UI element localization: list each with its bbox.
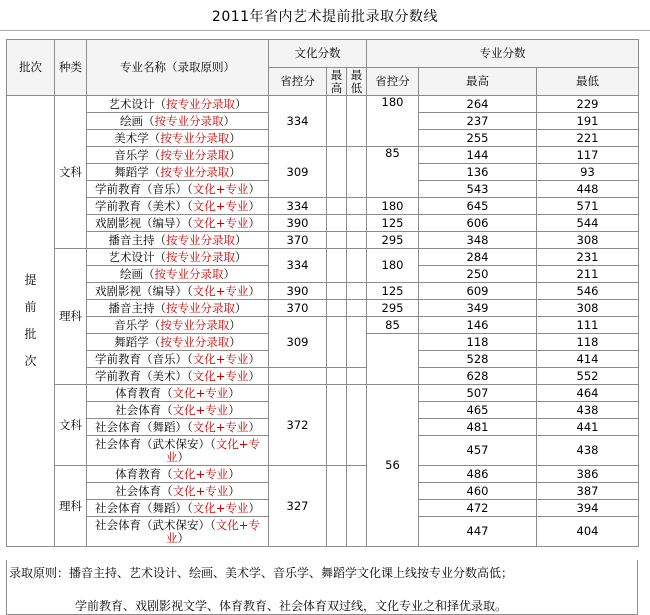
- paren-open: （: [143, 266, 155, 281]
- professional-lowest-score: 231: [537, 249, 639, 266]
- culture-control-score: 327: [269, 466, 327, 547]
- major-name: [87, 500, 269, 517]
- major-name: [87, 181, 269, 198]
- header-culture-control: 省控分: [269, 68, 327, 96]
- header-culture-highest: 最高: [327, 68, 347, 96]
- paren-close: ）: [235, 232, 247, 247]
- professional-lowest-score: 308: [537, 232, 639, 249]
- culture-control-score: [269, 368, 327, 385]
- paren-close: ）: [248, 368, 260, 383]
- major-name: [87, 130, 269, 147]
- culture-highest-score: [327, 96, 347, 147]
- major-title: 社会体育（舞蹈）: [95, 419, 188, 434]
- major-title: 舞蹈学: [114, 164, 149, 179]
- category-like: 理科: [55, 466, 87, 547]
- paren-close: ）: [248, 198, 260, 213]
- culture-highest-score: [327, 385, 347, 466]
- table-row: [7, 96, 639, 113]
- admission-rule: 文化+专业: [166, 517, 260, 545]
- major-title: 艺术设计: [108, 249, 155, 264]
- professional-lowest-score: 438: [537, 436, 639, 466]
- admission-rule: 文化+专业: [192, 198, 249, 213]
- header-professional-highest: 最高: [419, 68, 537, 96]
- professional-highest-score: 237: [419, 113, 537, 130]
- major-title: 音乐学: [114, 147, 149, 162]
- paren-close: ）: [228, 483, 240, 498]
- professional-control-score: 85: [367, 317, 419, 334]
- culture-control-score: 390: [269, 215, 327, 232]
- paren-open: （: [148, 334, 161, 349]
- major-title: 播音主持: [108, 300, 155, 315]
- paren-close: ）: [223, 113, 235, 128]
- professional-control-score: [367, 334, 419, 385]
- paren-open: （: [143, 113, 155, 128]
- major-title: 社会体育（舞蹈）: [95, 500, 188, 515]
- culture-lowest-score: [347, 198, 367, 215]
- admission-rule: 文化+专业: [192, 181, 249, 196]
- professional-highest-score: 472: [419, 500, 537, 517]
- paren-close: ）: [248, 283, 260, 298]
- professional-lowest-score: 118: [537, 334, 639, 351]
- professional-control-score: 180: [367, 198, 419, 215]
- admission-rule: 文化+专业: [172, 466, 229, 481]
- header-culture-score: 文化分数: [269, 40, 367, 68]
- professional-highest-score: 348: [419, 232, 537, 249]
- culture-control-score: 334: [269, 249, 327, 283]
- admission-rule: 按专业分录取: [160, 147, 230, 162]
- culture-control-score: 334: [269, 198, 327, 215]
- table-row: [7, 283, 639, 300]
- culture-control-score: 370: [269, 232, 327, 249]
- paren-close: ）: [248, 215, 260, 230]
- professional-lowest-score: 448: [537, 181, 639, 198]
- professional-highest-score: 609: [419, 283, 537, 300]
- professional-highest-score: 481: [419, 419, 537, 436]
- paren-open: （: [148, 147, 161, 162]
- culture-control-score: 390: [269, 283, 327, 300]
- paren-open: （: [187, 198, 193, 213]
- admission-rule: 文化+专业: [172, 385, 229, 400]
- professional-lowest-score: 544: [537, 215, 639, 232]
- major-name: [87, 517, 269, 547]
- culture-highest-score: [327, 198, 347, 215]
- culture-highest-score: [327, 368, 347, 385]
- professional-highest-score: 628: [419, 368, 537, 385]
- culture-highest-score: [327, 249, 347, 283]
- header-batch: 批次: [7, 40, 55, 96]
- major-title: 社会体育（武术保安）: [95, 517, 211, 532]
- professional-lowest-score: 438: [537, 402, 639, 419]
- major-name: [87, 215, 269, 232]
- professional-highest-score: 460: [419, 483, 537, 500]
- admission-rule: 按专业分录取: [166, 249, 235, 264]
- professional-lowest-score: 404: [537, 517, 639, 547]
- category-wenke: 文科: [55, 96, 87, 249]
- paren-close: ）: [229, 147, 241, 162]
- professional-highest-score: 284: [419, 249, 537, 266]
- culture-control-score: 370: [269, 300, 327, 317]
- professional-highest-score: 457: [419, 436, 537, 466]
- admission-rule: 文化+专业: [172, 402, 229, 417]
- table-row: [7, 466, 639, 483]
- admission-rule: 按专业分录取: [166, 300, 235, 315]
- paren-open: （: [148, 130, 161, 145]
- culture-highest-score: [327, 466, 347, 547]
- paren-open: （: [187, 181, 193, 196]
- major-name: [87, 317, 269, 334]
- paren-open: （: [210, 436, 216, 451]
- admission-rule: 按专业分录取: [154, 113, 224, 128]
- professional-control-score: 295: [367, 232, 419, 249]
- culture-highest-score: [327, 232, 347, 249]
- major-title: 学前教育（音乐）: [95, 351, 188, 366]
- professional-highest-score: 118: [419, 334, 537, 351]
- major-name: [87, 266, 269, 283]
- table-row: [7, 249, 639, 266]
- professional-highest-score: 543: [419, 181, 537, 198]
- professional-highest-score: 136: [419, 164, 537, 181]
- culture-lowest-score: [347, 96, 367, 147]
- batch-cell: [7, 96, 55, 547]
- major-title: 学前教育（美术）: [95, 368, 188, 383]
- professional-highest-score: 349: [419, 300, 537, 317]
- page-title: 2011年省内艺术提前批录取分数线: [211, 9, 439, 25]
- major-name: [87, 466, 269, 483]
- professional-highest-score: 486: [419, 466, 537, 483]
- paren-open: （: [154, 249, 166, 264]
- professional-highest-score: 255: [419, 130, 537, 147]
- major-name: [87, 164, 269, 181]
- table-row: [7, 215, 639, 232]
- professional-lowest-score: 229: [537, 96, 639, 113]
- major-name: [87, 300, 269, 317]
- table-body: [7, 96, 639, 547]
- culture-lowest-score: [347, 215, 367, 232]
- major-name: [87, 232, 269, 249]
- professional-lowest-score: 191: [537, 113, 639, 130]
- paren-close: ）: [235, 300, 247, 315]
- culture-lowest-score: [347, 249, 367, 283]
- professional-highest-score: 465: [419, 402, 537, 419]
- paren-open: （: [161, 402, 173, 417]
- header-culture-lowest: 最低: [347, 68, 367, 96]
- major-name: [87, 113, 269, 130]
- culture-highest-score: [327, 147, 347, 198]
- major-name: [87, 283, 269, 300]
- paren-close: ）: [235, 249, 247, 264]
- major-title: 社会体育: [115, 483, 162, 498]
- paren-close: ）: [229, 334, 241, 349]
- paren-close: ）: [177, 449, 189, 464]
- header-row-1: [7, 40, 639, 68]
- culture-lowest-score: [347, 283, 367, 300]
- admission-rule: 文化+专业: [192, 368, 249, 383]
- culture-lowest-score: [347, 317, 367, 368]
- paren-close: ）: [235, 96, 247, 111]
- table-row: [7, 198, 639, 215]
- culture-highest-score: [327, 215, 347, 232]
- admission-rule: 按专业分录取: [166, 232, 235, 247]
- major-title: 绘画: [120, 266, 143, 281]
- professional-control-score: 295: [367, 300, 419, 317]
- header-category: 种类: [55, 40, 87, 96]
- culture-highest-score: [327, 317, 347, 368]
- major-name: [87, 147, 269, 164]
- culture-control-score: 372: [269, 385, 327, 466]
- professional-highest-score: 507: [419, 385, 537, 402]
- score-table: [6, 39, 639, 547]
- major-name: [87, 419, 269, 436]
- table-row: [7, 300, 639, 317]
- major-name: [87, 198, 269, 215]
- major-title: 体育教育: [115, 385, 162, 400]
- header-professional-score: 专业分数: [367, 40, 639, 68]
- professional-control-score: 85: [367, 147, 419, 198]
- professional-highest-score: 250: [419, 266, 537, 283]
- paren-open: （: [187, 215, 193, 230]
- table-row: [7, 232, 639, 249]
- major-name: [87, 436, 269, 466]
- admission-rule: 文化+专业: [192, 351, 249, 366]
- professional-control-score: 125: [367, 215, 419, 232]
- paren-open: （: [187, 419, 193, 434]
- culture-lowest-score: [347, 466, 367, 547]
- paren-close: ）: [248, 351, 260, 366]
- culture-highest-score: [327, 283, 347, 300]
- professional-control-score: 180: [367, 249, 419, 283]
- table-row: [7, 147, 639, 164]
- header-professional-lowest: 最低: [537, 68, 639, 96]
- major-name: [87, 385, 269, 402]
- culture-lowest-score: [347, 368, 367, 385]
- paren-open: （: [210, 517, 216, 532]
- culture-lowest-score: [347, 385, 367, 466]
- professional-highest-score: 645: [419, 198, 537, 215]
- professional-lowest-score: 111: [537, 317, 639, 334]
- professional-lowest-score: 552: [537, 368, 639, 385]
- major-name: [87, 96, 269, 113]
- table-row: [7, 385, 639, 402]
- batch-char: 前: [24, 299, 37, 314]
- admission-principle-note: [6, 560, 638, 615]
- header-professional-control: 省控分: [367, 68, 419, 96]
- professional-lowest-score: 441: [537, 419, 639, 436]
- principle-line-1: 录取原则：播音主持、艺术设计、绘画、美术学、音乐学、舞蹈学文化课上线按专业分数高低；: [9, 566, 514, 580]
- paren-open: （: [161, 385, 173, 400]
- culture-lowest-score: [347, 300, 367, 317]
- paren-open: （: [148, 164, 161, 179]
- batch-char: 次: [24, 354, 37, 369]
- admission-rule: 按专业分录取: [160, 130, 230, 145]
- major-title: 学前教育（音乐）: [95, 181, 188, 196]
- major-name: [87, 368, 269, 385]
- paren-close: ）: [223, 266, 235, 281]
- major-title: 音乐学: [114, 317, 149, 332]
- paren-close: ）: [248, 181, 260, 196]
- professional-lowest-score: 211: [537, 266, 639, 283]
- culture-control-score: 309: [269, 317, 327, 368]
- admission-rule: 按专业分录取: [154, 266, 224, 281]
- major-title: 社会体育: [115, 402, 162, 417]
- professional-control-score: 56: [367, 385, 419, 547]
- category-like: 理科: [55, 249, 87, 385]
- major-name: [87, 334, 269, 351]
- major-title: 舞蹈学: [114, 334, 149, 349]
- paren-open: （: [148, 317, 161, 332]
- paren-open: （: [154, 300, 166, 315]
- admission-rule: 文化+专业: [192, 419, 249, 434]
- paren-close: ）: [229, 317, 241, 332]
- admission-rule: 按专业分录取: [160, 334, 230, 349]
- major-title: 社会体育（武术保安）: [95, 436, 211, 451]
- admission-rule: 文化+专业: [192, 500, 249, 515]
- paren-close: ）: [228, 385, 240, 400]
- paren-open: （: [154, 232, 166, 247]
- principle-line-2: 学前教育、戏剧影视文学、体育教育、社会体育双过线，文化专业之和择优录取。: [75, 599, 508, 613]
- professional-lowest-score: 386: [537, 466, 639, 483]
- major-title: 体育教育: [115, 466, 162, 481]
- professional-lowest-score: 394: [537, 500, 639, 517]
- professional-lowest-score: 571: [537, 198, 639, 215]
- culture-control-score: 334: [269, 96, 327, 147]
- admission-rule: 按专业分录取: [160, 317, 230, 332]
- major-title: 戏剧影视（编导）: [95, 215, 188, 230]
- paren-close: ）: [229, 164, 241, 179]
- paren-open: （: [187, 500, 193, 515]
- major-title: 绘画: [120, 113, 143, 128]
- culture-highest-score: [327, 300, 347, 317]
- professional-highest-score: 264: [419, 96, 537, 113]
- paren-close: ）: [177, 530, 189, 545]
- paren-open: （: [154, 96, 166, 111]
- paren-close: ）: [228, 402, 240, 417]
- paren-open: （: [187, 283, 193, 298]
- major-title: 学前教育（美术）: [95, 198, 188, 213]
- batch-char: 提: [24, 272, 37, 287]
- major-title: 戏剧影视（编导）: [95, 283, 188, 298]
- major-name: [87, 483, 269, 500]
- admission-rule: 文化+专业: [192, 215, 249, 230]
- culture-lowest-score: [347, 147, 367, 198]
- professional-highest-score: 606: [419, 215, 537, 232]
- professional-lowest-score: 93: [537, 164, 639, 181]
- professional-control-score: 125: [367, 283, 419, 300]
- paren-open: （: [187, 368, 193, 383]
- table-row: [7, 317, 639, 334]
- paren-close: ）: [248, 500, 260, 515]
- paren-open: （: [161, 483, 173, 498]
- paren-open: （: [187, 351, 193, 366]
- batch-char: 批: [24, 327, 37, 341]
- professional-highest-score: 528: [419, 351, 537, 368]
- major-title: 美术学: [114, 130, 149, 145]
- professional-lowest-score: 414: [537, 351, 639, 368]
- major-name: [87, 351, 269, 368]
- professional-lowest-score: 117: [537, 147, 639, 164]
- major-title: 播音主持: [108, 232, 155, 247]
- major-title: 艺术设计: [108, 96, 155, 111]
- admission-rule: 按专业分录取: [166, 96, 235, 111]
- professional-lowest-score: 464: [537, 385, 639, 402]
- admission-rule: 按专业分录取: [160, 164, 230, 179]
- professional-lowest-score: 546: [537, 283, 639, 300]
- admission-rule: 文化+专业: [166, 436, 260, 464]
- paren-close: ）: [248, 419, 260, 434]
- category-wenke: 文科: [55, 385, 87, 466]
- paren-close: ）: [228, 466, 240, 481]
- professional-highest-score: 447: [419, 517, 537, 547]
- major-name: [87, 402, 269, 419]
- title-divider: [0, 30, 650, 31]
- culture-control-score: 309: [269, 147, 327, 198]
- major-name: [87, 249, 269, 266]
- professional-highest-score: 146: [419, 317, 537, 334]
- professional-lowest-score: 387: [537, 483, 639, 500]
- table-row: [7, 368, 639, 385]
- paren-open: （: [161, 466, 173, 481]
- professional-control-score: 180: [367, 96, 419, 147]
- paren-close: ）: [229, 130, 241, 145]
- professional-lowest-score: 308: [537, 300, 639, 317]
- culture-lowest-score: [347, 232, 367, 249]
- admission-rule: 文化+专业: [172, 483, 229, 498]
- admission-rule: 文化+专业: [192, 283, 249, 298]
- professional-lowest-score: 221: [537, 130, 639, 147]
- header-major: 专业名称（录取原则）: [87, 40, 269, 96]
- professional-highest-score: 144: [419, 147, 537, 164]
